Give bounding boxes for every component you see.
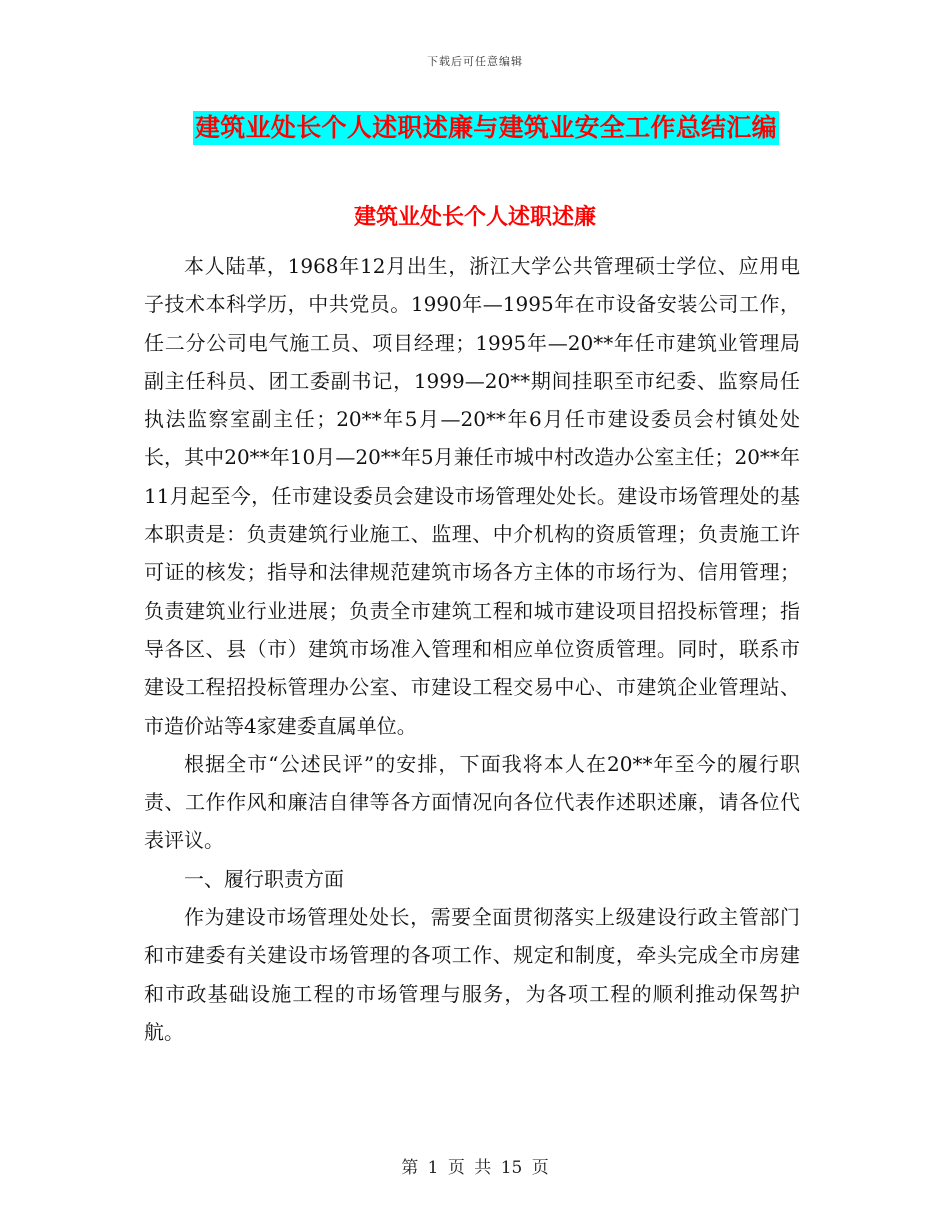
document-body: [144, 247, 800, 1051]
main-title-container: [193, 111, 803, 145]
paragraph-duties: 作为建设市场管理处处长，需要全面贯彻落实上级建设行政主管部门和市建委有关建设市场管理的各项工作、规定和制度，牵头完成全市房建和市政基础设施工程的市场管理与服务，为各项工程的顺利推动保驾护航。: [144, 905, 800, 1044]
page-header-note: 下载后可任意编辑: [427, 55, 523, 68]
document-main-title: 建筑业处长个人述职述廉与建筑业安全工作总结汇编: [193, 111, 779, 145]
paragraph-heading-duties: 一、履行职责方面: [184, 866, 344, 891]
paragraph-purpose: 根据全市“公述民评”的安排，下面我将本人在20**年至今的履行职责、工作作风和廉洁自律等各方面情况向各位代表作述职述廉，请各位代表评议。: [144, 751, 800, 853]
page-footer: 第 1 页 共 15 页: [401, 1158, 549, 1178]
section-title: 建筑业处长个人述职述廉: [353, 205, 596, 230]
paragraph-intro: 本人陆革，1968年12月出生，浙江大学公共管理硕士学位、应用电子技术本科学历，中共党员。1990年—1995年在市设备安装公司工作，任二分公司电气施工员、项目经理；1995年—20**年任市建筑业管理局副主任科员、团工委副书记，1999—20**期间挂职至市纪委、监察局任执法监察室副主任；20**年5月—20**年6月任市建设委员会村镇处处长，其中20**年10月—20**年5月兼任市城中村改造办公室主任；20**年11月起至今，任市建设委员会建设市场管理处处长。建设市场管理处的基本职责是：负责建筑行业施工、监理、中介机构的资质管理；负责施工许可证的核发；指导和法律规范建筑市场各方主体的市场行为、信用管理；负责建筑业行业进展；负责全市建筑工程和城市建设项目招投标管理；指导各区、县（市）建筑市场准入管理和相应单位资质管理。同时，联系市建设工程招投标管理办公室、市建设工程交易中心、市建筑企业管理站、市造价站等4家建委直属单位。: [144, 254, 800, 738]
